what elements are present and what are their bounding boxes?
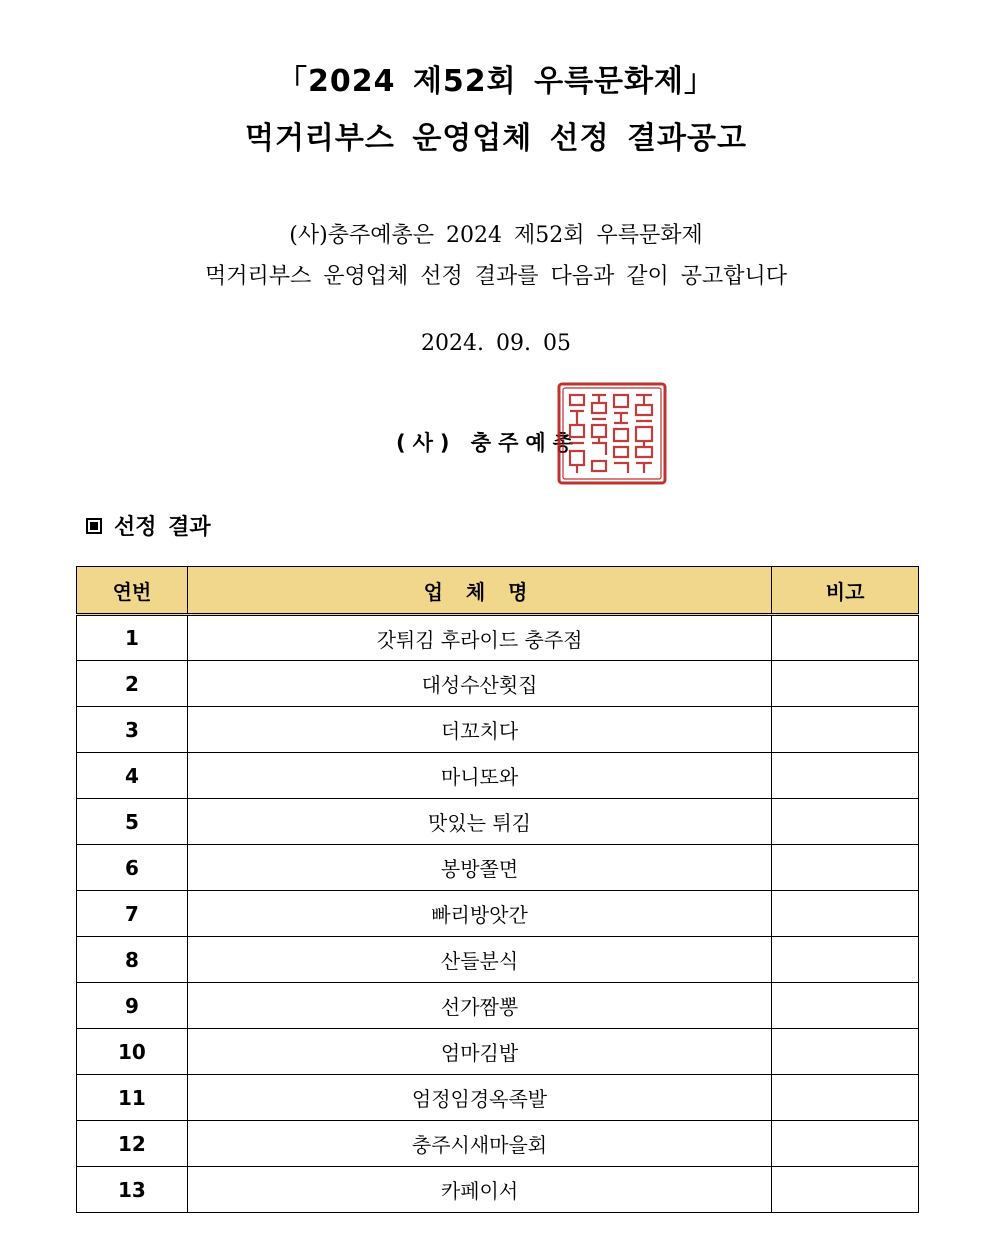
row-note [772,1121,919,1167]
table-row [77,707,919,753]
table-row [77,1167,919,1213]
section-heading [86,510,211,541]
row-number: 5 [77,799,188,845]
table-row [77,983,919,1029]
row-number: 2 [77,661,188,707]
table-row [77,661,919,707]
company-name: 더꼬치다 [187,707,771,753]
official-seal-stamp [556,381,668,486]
company-name: 맛있는 튀김 [187,799,771,845]
row-note [772,615,919,661]
selection-result-table [76,566,919,1213]
row-number: 9 [77,983,188,1029]
company-name: 엄정임경옥족발 [187,1075,771,1121]
row-note [772,799,919,845]
company-name: 봉방쫄면 [187,845,771,891]
column-header-note: 비고 [772,567,919,615]
section-heading-label: 선정 결과 [114,515,211,540]
row-number: 8 [77,937,188,983]
row-note [772,937,919,983]
row-number: 10 [77,1029,188,1075]
row-number: 7 [77,891,188,937]
row-note [772,1167,919,1213]
row-note [772,983,919,1029]
row-number: 6 [77,845,188,891]
row-number: 11 [77,1075,188,1121]
row-number: 13 [77,1167,188,1213]
table-row [77,1029,919,1075]
table-header-row [77,567,919,615]
document-title-line-2: 먹거리부스 운영업체 선정 결과공고 [244,121,748,156]
company-name: 산들분식 [187,937,771,983]
company-name: 대성수산횟집 [187,661,771,707]
row-note [772,753,919,799]
row-number: 3 [77,707,188,753]
table-row [77,937,919,983]
table-row [77,891,919,937]
row-note [772,845,919,891]
company-name: 카페이서 [187,1167,771,1213]
table-row [77,845,919,891]
organization-name: (사) 충주예총 [396,431,580,455]
intro-text-line-1: (사)충주예총은 2024 제52회 우륵문화제 [289,223,703,248]
column-header-company-name: 업 체 명 [187,567,771,615]
row-number: 1 [77,615,188,661]
black-square-icon [86,518,102,534]
table-row [77,1121,919,1167]
row-note [772,707,919,753]
row-note [772,661,919,707]
table-row [77,799,919,845]
row-note [772,891,919,937]
table-row [77,615,919,661]
column-header-number: 연번 [77,567,188,615]
company-name: 갓튀김 후라이드 충주점 [187,615,771,661]
document-title-line-1: 「2024 제52회 우륵문화제」 [277,64,715,99]
company-name: 선가짬뽕 [187,983,771,1029]
table-row [77,753,919,799]
row-number: 12 [77,1121,188,1167]
row-note [772,1075,919,1121]
announcement-date: 2024. 09. 05 [421,331,571,356]
company-name: 충주시새마을회 [187,1121,771,1167]
intro-text-line-2: 먹거리부스 운영업체 선정 결과를 다음과 같이 공고합니다 [204,264,787,289]
company-name: 빠리방앗간 [187,891,771,937]
row-note [772,1029,919,1075]
company-name: 마니또와 [187,753,771,799]
company-name: 엄마김밥 [187,1029,771,1075]
table-row [77,1075,919,1121]
row-number: 4 [77,753,188,799]
